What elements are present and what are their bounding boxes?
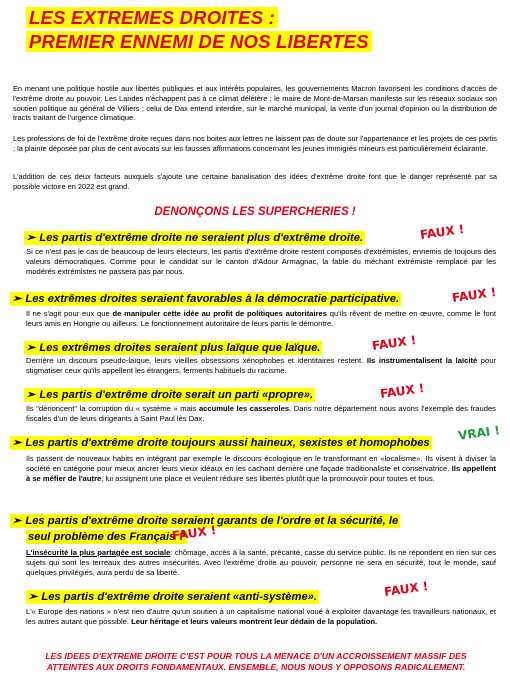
- heading-7: ➢ Les partis d'extrême droite seraient «anti-système».: [28, 591, 318, 603]
- body-text: pour stigmatiser ceux qu'ils appellent les étrangers, ferments habituels du racisme.: [26, 356, 496, 375]
- section-body-7: [26, 607, 496, 627]
- body-text: Derrière un discours pseudo-laïque, leurs vieilles obsessions xénophobes et identitaires restent.: [26, 356, 367, 365]
- section-subtitle: DENONÇONS LES SUPERCHERIES !: [154, 206, 356, 218]
- stamp-faux-7: FAUX !: [383, 578, 430, 600]
- heading-6-continued: seul problème des Français ?: [28, 531, 186, 543]
- intro-paragraph-3: L'addition de ces deux facteurs auxquels s'ajoute une certaine banalisation des idées d'extrême droite font que le danger représenté par sa possible victoire en 2022 est grand.: [13, 172, 497, 191]
- arrow-icon: ➢: [26, 232, 36, 244]
- section-body-1: [26, 247, 496, 277]
- arrow-icon: ➢: [12, 293, 22, 305]
- arrow-icon: ➢: [12, 437, 22, 449]
- body-text: Ils "dénoncent" la corruption du « système » mais: [26, 404, 199, 413]
- intro-paragraph-1: En menant une politique hostile aux libertés publiques et aux intérêts populaires, les gouvernements Macron favorisent les conditions d'accès de l'extrême droite au pouvoir. Les Landes n'échappent pas à ce climat délétère : le maire de Mont-de-Marsan manifeste sur les réseaux sociaux son soutien politique au général de Villiers ; celui de Dax entend interdire, sur le marché municipal, la vente d'un journal d'opinion ou la distribution de tracts traitant de l'urgence climatique.: [13, 84, 497, 123]
- heading-5: ➢ Les partis d'extrême droite toujours aussi haineux, sexistes et homophobes: [12, 437, 430, 449]
- section-body-2: [26, 309, 496, 329]
- emphasis-text: de manipuler cette idée au profit de politiques autoritaires: [112, 309, 327, 318]
- arrow-icon: ➢: [28, 591, 38, 603]
- conclusion: LES IDEES D'EXTREME DROITE C'EST POUR TOUS LA MENACE D'UN ACCROISSEMENT MASSIF DES ATTEINTES AUX DROITS FONDAMENTAUX. ENSEMBLE, NOUS NOUS Y OPPOSONS RADICALEMENT.: [45, 651, 467, 672]
- emphasis-text: accumule les casseroles: [198, 404, 290, 413]
- body-text: qu'ils rêvent de mettre en œuvre, comme le font leurs amis en Hongrie ou ailleurs. Le fonctionnement autoritaire de leurs partis le démontre.: [26, 309, 496, 328]
- heading-1: ➢ Les partis d'extrême droite ne seraient plus d'extrême droite.: [26, 232, 364, 244]
- section-body-5: [26, 454, 496, 484]
- title-block: [26, 6, 446, 54]
- body-text: Si ce n'est pas le cas de beaucoup de leurs électeurs, les partis d'extrême droite restent composés d'extrémistes, ennemis de toujours des valeurs démocratiques. Comme pour le candidat sur le canton d'Adour Armagnac, la fable du méchant extrémiste remplacé par les modérés extrémistes ne passera pas par nous.: [26, 247, 496, 276]
- emphasis-text: Ils appellent à se méfier de l'autre: [26, 464, 497, 483]
- arrow-icon: ➢: [26, 342, 36, 354]
- title-line-1: LES EXTREMES DROITES :: [26, 6, 446, 30]
- title-line-2: PREMIER ENNEMI DE NOS LIBERTES: [26, 30, 446, 54]
- stamp-faux-6: FAUX !: [171, 522, 218, 544]
- emphasis-text: L'insécurité la plus partagée est sociale: [26, 548, 171, 557]
- body-text: : chômage, accès à la santé, précarité, casse du service public. Ils ne répondent en rien sur ces sujets qui sont les terreaux des autres insécurités. Avec l'extrême droite au pouvoir, personne ne sera en sécurité, tout le monde, sauf quelques privilégiés, aura perdu de sa liberté.: [26, 548, 496, 577]
- section-body-3: [26, 356, 496, 376]
- body-text: Ils passent de nouveaux habits en intégrant par exemple le discours écologique en le transformant en «localisme». Ils visent à diviser la société en catégorie pour mieux ancrer leurs vieux idéaux en les cachant derrière une façade traditionaliste et conservatrice.: [26, 454, 496, 473]
- arrow-icon: ➢: [26, 389, 36, 401]
- heading-2: ➢ Les extrêmes droites seraient favorables à la démocratie participative.: [12, 293, 400, 305]
- body-text: Il ne s'agit pour eux que: [26, 309, 113, 318]
- body-text: , lui assignent une place et veulent réduire ses libertés plutôt que la promouvoir pour toutes et tous.: [101, 474, 435, 483]
- section-body-4: [26, 404, 496, 424]
- section-body-6: [26, 548, 496, 578]
- stamp-faux-4: FAUX !: [379, 380, 426, 402]
- stamp-faux-1: FAUX !: [419, 221, 466, 243]
- body-text: . Dans notre département nous avons l'exemple des fraudes fiscales d'un de leurs dirigeants à Saint Paul lès Dax.: [26, 404, 496, 423]
- heading-6: ➢ Les partis d'extrême droite seraient garants de l'ordre et la sécurité, le: [12, 515, 399, 527]
- body-text: L'« Europe des nations » n'est rien d'autre qu'un soutien à un capitalisme national voué à exploiter davantage les travailleurs nationaux, et les autres autant que possible.: [26, 607, 496, 626]
- intro-paragraph-2: Les professions de foi de l'extrême droite reçues dans nos boites aux lettres ne laissent pas de doute sur l'appartenance et les projets de ces partis ; la plainte déposée par plus de cent avocats sur les fausses affirmations concernant les jeunes immigrés mineurs est particulièrement éclairante.: [13, 134, 497, 153]
- stamp-vrai: VRAI !: [457, 423, 501, 443]
- heading-3: ➢ Les extrêmes droites seraient plus laïque que laïque.: [26, 342, 321, 354]
- heading-4: ➢ Les partis d'extrême droite serait un parti «propre».: [26, 389, 314, 401]
- emphasis-text: Ils instrumentalisent la laïcité: [366, 356, 478, 365]
- stamp-faux-3: FAUX !: [371, 332, 418, 354]
- emphasis-text: Leur héritage et leurs valeurs montrent leur dédain de la population.: [131, 617, 378, 626]
- stamp-faux-2: FAUX !: [451, 284, 498, 306]
- arrow-icon: ➢: [12, 515, 22, 527]
